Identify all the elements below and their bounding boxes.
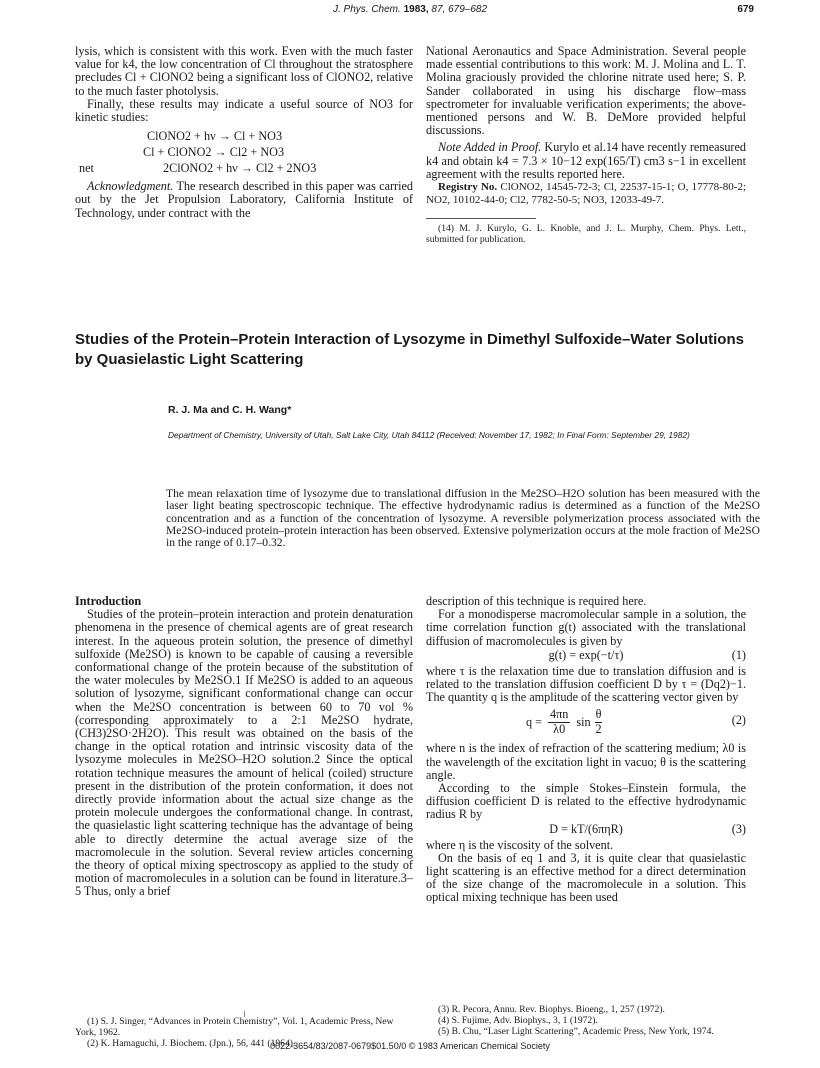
paragraph: For a monodisperse macromolecular sample in a solution, the time correlation function g(t) associated with the translational diffusion of macromolecules is given by [426, 607, 746, 648]
paragraph: where η is the viscosity of the solvent. [426, 837, 614, 852]
equation-2: q = $\frac{4\pi n}{\lambda 0}$ sin θ 2 (2) [526, 707, 746, 736]
equation-number: (2) [731, 713, 746, 728]
paragraph: According to the simple Stokes–Einstein formula, the diffusion coefficient D is related to the effective hydrodynamic radius R by [426, 781, 746, 822]
volume-pages: 87, 679–682 [431, 4, 488, 15]
copyright-footer: 0022-3654/83/2087-0679$01.50/0 © 1983 American Chemical Society [270, 1041, 550, 1051]
paragraph: where n is the index of refraction of the scattering medium; λ0 is the wavelength of the excitation light in vacuo; θ is the scattering angle. [426, 741, 746, 782]
footnotes-right [426, 1004, 756, 1037]
note-added: Note Added in Proof. Kurylo et al.14 have recently remeasured k4 and obtain k4 = 7.3 × 10−12 exp(165/T) cm3 s−1 in excellent agreement with the results reported here. [426, 140, 746, 181]
intro-right-column [426, 595, 746, 905]
footnote: (1) S. J. Singer, “Advances in Protein Chemistry”, Vol. 1, Academic Press, New York, 1962. [75, 1016, 394, 1038]
footnote-rule [426, 218, 536, 219]
article-title: Studies of the Protein–Protein Interaction of Lysozyme in Dimethyl Sulfoxide–Water Solutions by Quasielastic Light Scattering [75, 331, 744, 368]
journal-year: 1983, [403, 4, 429, 15]
top-left-column [75, 45, 413, 220]
authors: R. J. Ma and C. H. Wang* [168, 404, 292, 416]
footnote: (14) M. J. Kurylo, G. L. Knoble, and J. L. Murphy, Chem. Phys. Lett., submitted for publication. [426, 223, 746, 246]
reaction-equation: net 2ClONO2 + hν → Cl2 + 2NO3 [79, 161, 317, 176]
equation-number: (3) [731, 821, 746, 836]
paragraph: National Aeronautics and Space Administration. Several people made essential contributions to this work: M. J. Molina and L. T. Molina graciously provided the chlorine nitrate used here; S. P. Sander collaborated in using his discharge flow–mass spectrometer for invaluable verification experiments; the above-mentioned persons and W. B. DeMore provided helpful discussions. [426, 44, 746, 138]
paragraph: Studies of the protein–protein interaction and protein denaturation phenomena in the presence of chemical agents are of great research interest. In the aqueous protein solution, the presence of dimethyl sulfoxide (Me2SO) is known to be capable of causing a reversible conformational change of the protein because of the substitution of the water molecules by Me2SO.1 If Me2SO is added to an aqueous solution of lysozyme, significant conformational change can occur when the Me2SO concentration is between 60 to 70 vol % (corresponding approximately to a 2:1 Me2SO hydrate, (CH3)2SO·2H2O). This result was obtained on the basis of the change in the optical rotation and intrinsic viscosity data of the lysozyme molecules in Me2SO–H2O solution.2 Since the optical rotation technique measures the amount of helical (coiled) structure present in the distribution of the protein conformation, it does not directly provide information about the actual size change as the protein molecule undergoes the conformational change. In contrast, the quasielastic light scattering technique has the advantage of being able to directly determine the actual average size of the macromolecule in the solution. Several review articles concerning the theory of optical mixing spectroscopy as applied to the study of motion of macromolecules in a solution can be found in literature.3–5 Thus, only a brief [75, 607, 413, 899]
footnote: (5) B. Chu, “Laser Light Scattering”, Academic Press, New York, 1974. [438, 1026, 714, 1037]
footnote: (3) R. Pecora, Annu. Rev. Biophys. Bioeng., 1, 257 (1972). [438, 1004, 665, 1015]
footnote: (2) K. Hamaguchi, J. Biochem. (Jpn.), 56, 441 (1964). [87, 1038, 296, 1049]
acknowledgment: Acknowledgment. The research described in this paper was carried out by the Jet Propulsion Laboratory, California Institute of Technology, under contract with the [75, 179, 413, 220]
paragraph: description of this technique is required here. [426, 594, 647, 608]
page-number: 679 [737, 4, 754, 15]
equation-number: (1) [731, 647, 746, 662]
reaction-equation: Cl + ClONO2 → Cl2 + NO3 [143, 145, 285, 160]
equation-3: D = kT/(6πηR) (3) [549, 821, 746, 836]
paragraph: On the basis of eq 1 and 3, it is quite clear that quasielastic light scattering is an effective method for a direct determination of the size change of the macromolecule in a solution. This optical mixing technique has been used [426, 850, 746, 905]
equation-1: g(t) = exp(−t/τ) (1) [548, 647, 746, 662]
affiliation: Department of Chemistry, University of Utah, Salt Lake City, Utah 84112 (Received: November 17, 1982; In Final Form: September 29, 1982) [168, 430, 690, 440]
paragraph: where τ is the relaxation time due to translation diffusion and is related to the translation diffusion coefficient D by τ = (Dq2)−1. The quantity q is the amplitude of the scattering vector given by [426, 663, 746, 705]
running-header [0, 4, 820, 22]
abstract: The mean relaxation time of lysozyme due to translational diffusion in the Me2SO–H2O solution has been measured with the laser light beating spectroscopic technique. The effective hydrodynamic radius is determined as a function of the Me2SO concentration and as a function of the concentration of lysozyme. A reversible polymerization process associated with the Me2SO-induced protein–protein interaction has been observed. Extensive polymerization occurs at the mole fraction of Me2SO in the range of 0.17–0.32. [166, 487, 761, 550]
intro-left-column [75, 595, 413, 899]
footnote: (4) S. Fujime, Adv. Biophys., 3, 1 (1972). [438, 1015, 598, 1026]
section-heading: Introduction [75, 594, 142, 608]
registry-numbers: Registry No. ClONO2, 14545-72-3; Cl, 22537-15-1; O, 17778-80-2; NO2, 10102-44-0; Cl2, 7782-50-5; NO3, 12033-49-7. [426, 181, 746, 206]
reaction-equation: ClONO2 + hν → Cl + NO3 [147, 129, 283, 144]
paragraph: lysis, which is consistent with this work. Even with the much faster value for k4, the low concentration of Cl throughout the stratosphere precludes Cl + ClONO2 being a significant loss of ClONO2, relative to the much faster photolysis. [75, 44, 413, 98]
paragraph: Finally, these results may indicate a useful source of NO3 for kinetic studies: [75, 96, 413, 125]
journal-name: J. Phys. Chem. [332, 4, 401, 15]
top-right-column [426, 45, 746, 245]
